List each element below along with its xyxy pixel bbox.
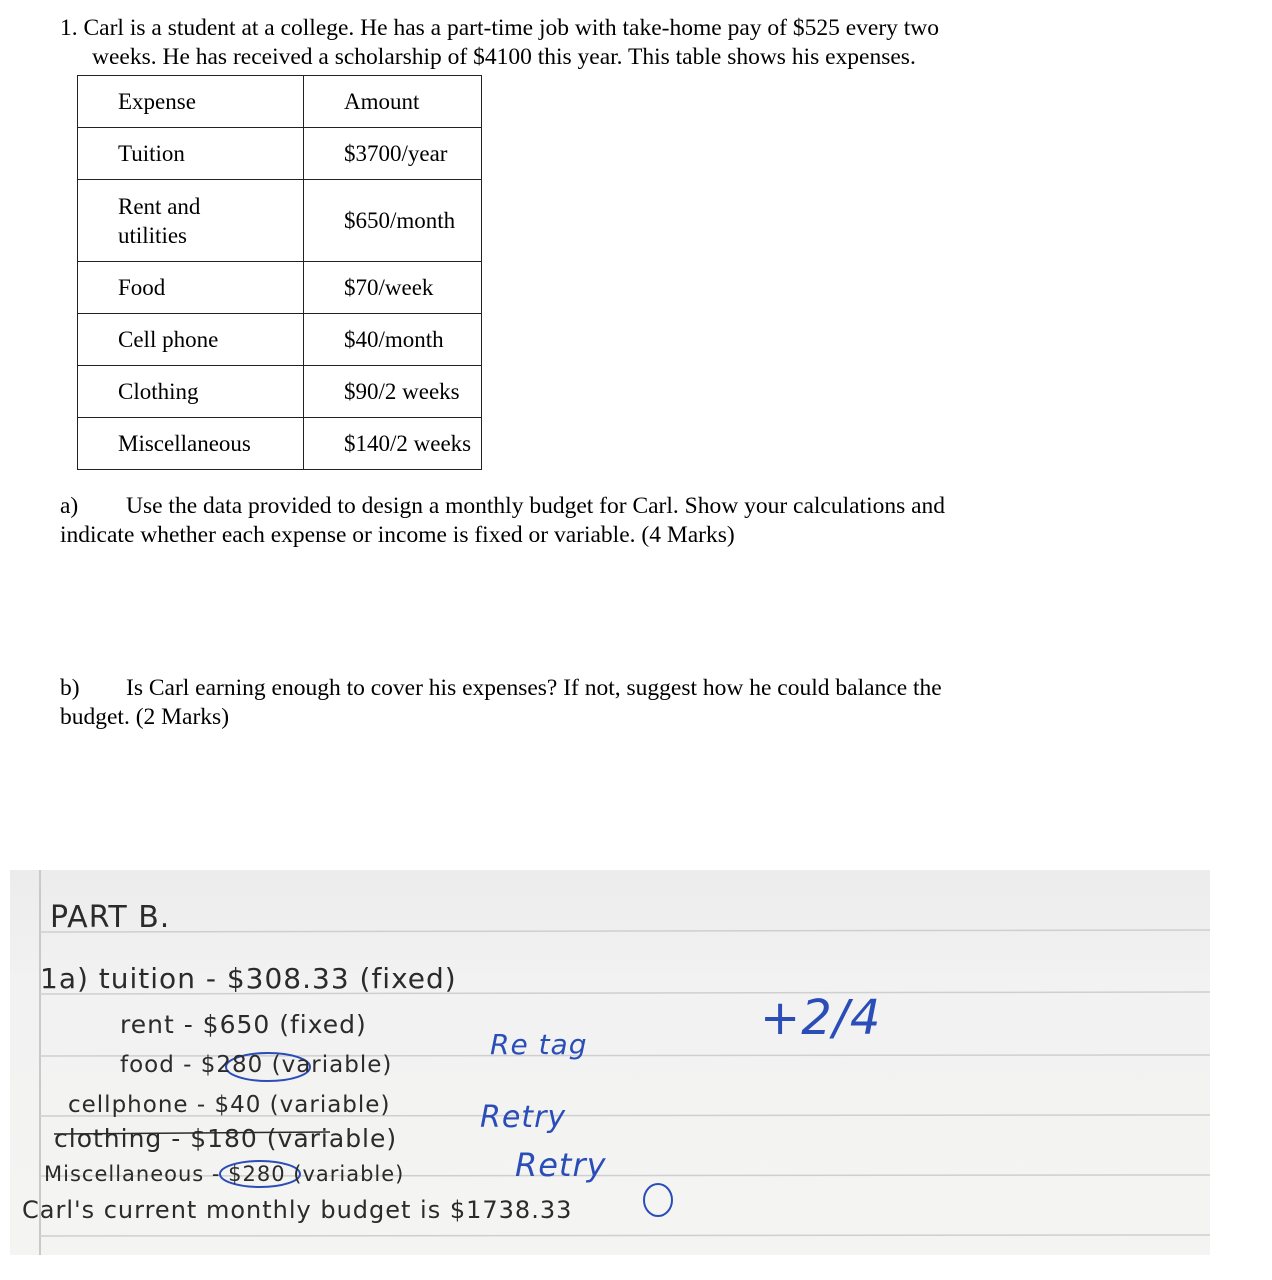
handwritten-line: 1a) tuition - $308.33 (fixed) (40, 962, 457, 995)
expense-cell: Tuition (78, 128, 304, 180)
expense-cell: Miscellaneous (78, 418, 304, 470)
part-b-text-2: budget. (2 Marks) (60, 704, 230, 730)
handwritten-line: rent - $650 (fixed) (120, 1010, 367, 1039)
part-b-text-1: Is Carl earning enough to cover his expenses? If not, suggest how he could balance the (126, 675, 942, 701)
part-b-label: b) (60, 675, 80, 701)
amount-cell: $140/2 weeks (304, 418, 482, 470)
part-a-label: a) (60, 493, 79, 519)
handwritten-line: Miscellaneous - $280 (variable) (44, 1162, 405, 1186)
amount-cell: $40/month (304, 314, 482, 366)
table-header-row (78, 76, 482, 128)
table-row (78, 366, 482, 418)
table-row (78, 418, 482, 470)
handwritten-heading: PART B. (50, 900, 171, 935)
expense-cell: Rent and utilities (78, 180, 304, 262)
table-row (78, 180, 482, 262)
handwritten-answer-photo (10, 870, 1210, 1255)
handwritten-line: Carl's current monthly budget is $1738.33 (22, 1196, 573, 1224)
teacher-note: Retry (480, 1100, 567, 1135)
table-row (78, 128, 482, 180)
handwritten-line: clothing - $180 (variable) (54, 1124, 398, 1153)
expense-cell: Cell phone (78, 314, 304, 366)
question-line-2: weeks. He has received a scholarship of $4100 this year. This table shows his expenses. (92, 44, 916, 70)
part-a-text-1: Use the data provided to design a monthly budget for Carl. Show your calculations and (126, 493, 946, 519)
table-row (78, 262, 482, 314)
question-line-1: 1. Carl is a student at a college. He has a part-time job with take-home pay of $525 every two (60, 15, 940, 41)
amount-cell: $650/month (304, 180, 482, 262)
question-1 (60, 14, 1060, 72)
expense-cell: Clothing (78, 366, 304, 418)
part-b-question (60, 674, 1060, 732)
handwritten-line: cellphone - $40 (variable) (68, 1092, 391, 1118)
amount-cell: $90/2 weeks (304, 366, 482, 418)
amount-cell: $70/week (304, 262, 482, 314)
header-amount: Amount (304, 76, 482, 128)
handwritten-line: food - $280 (variable) (120, 1052, 393, 1078)
part-a-text-2: indicate whether each expense or income is fixed or variable. (4 Marks) (60, 522, 735, 548)
score-mark: +2/4 (760, 990, 882, 1046)
amount-cell: $3700/year (304, 128, 482, 180)
teacher-note: Re tag (490, 1028, 588, 1061)
table-row (78, 314, 482, 366)
expenses-table (77, 75, 482, 470)
expense-cell: Food (78, 262, 304, 314)
teacher-note: Retry (515, 1146, 607, 1184)
part-a-question (60, 492, 1060, 550)
header-expense: Expense (78, 76, 304, 128)
